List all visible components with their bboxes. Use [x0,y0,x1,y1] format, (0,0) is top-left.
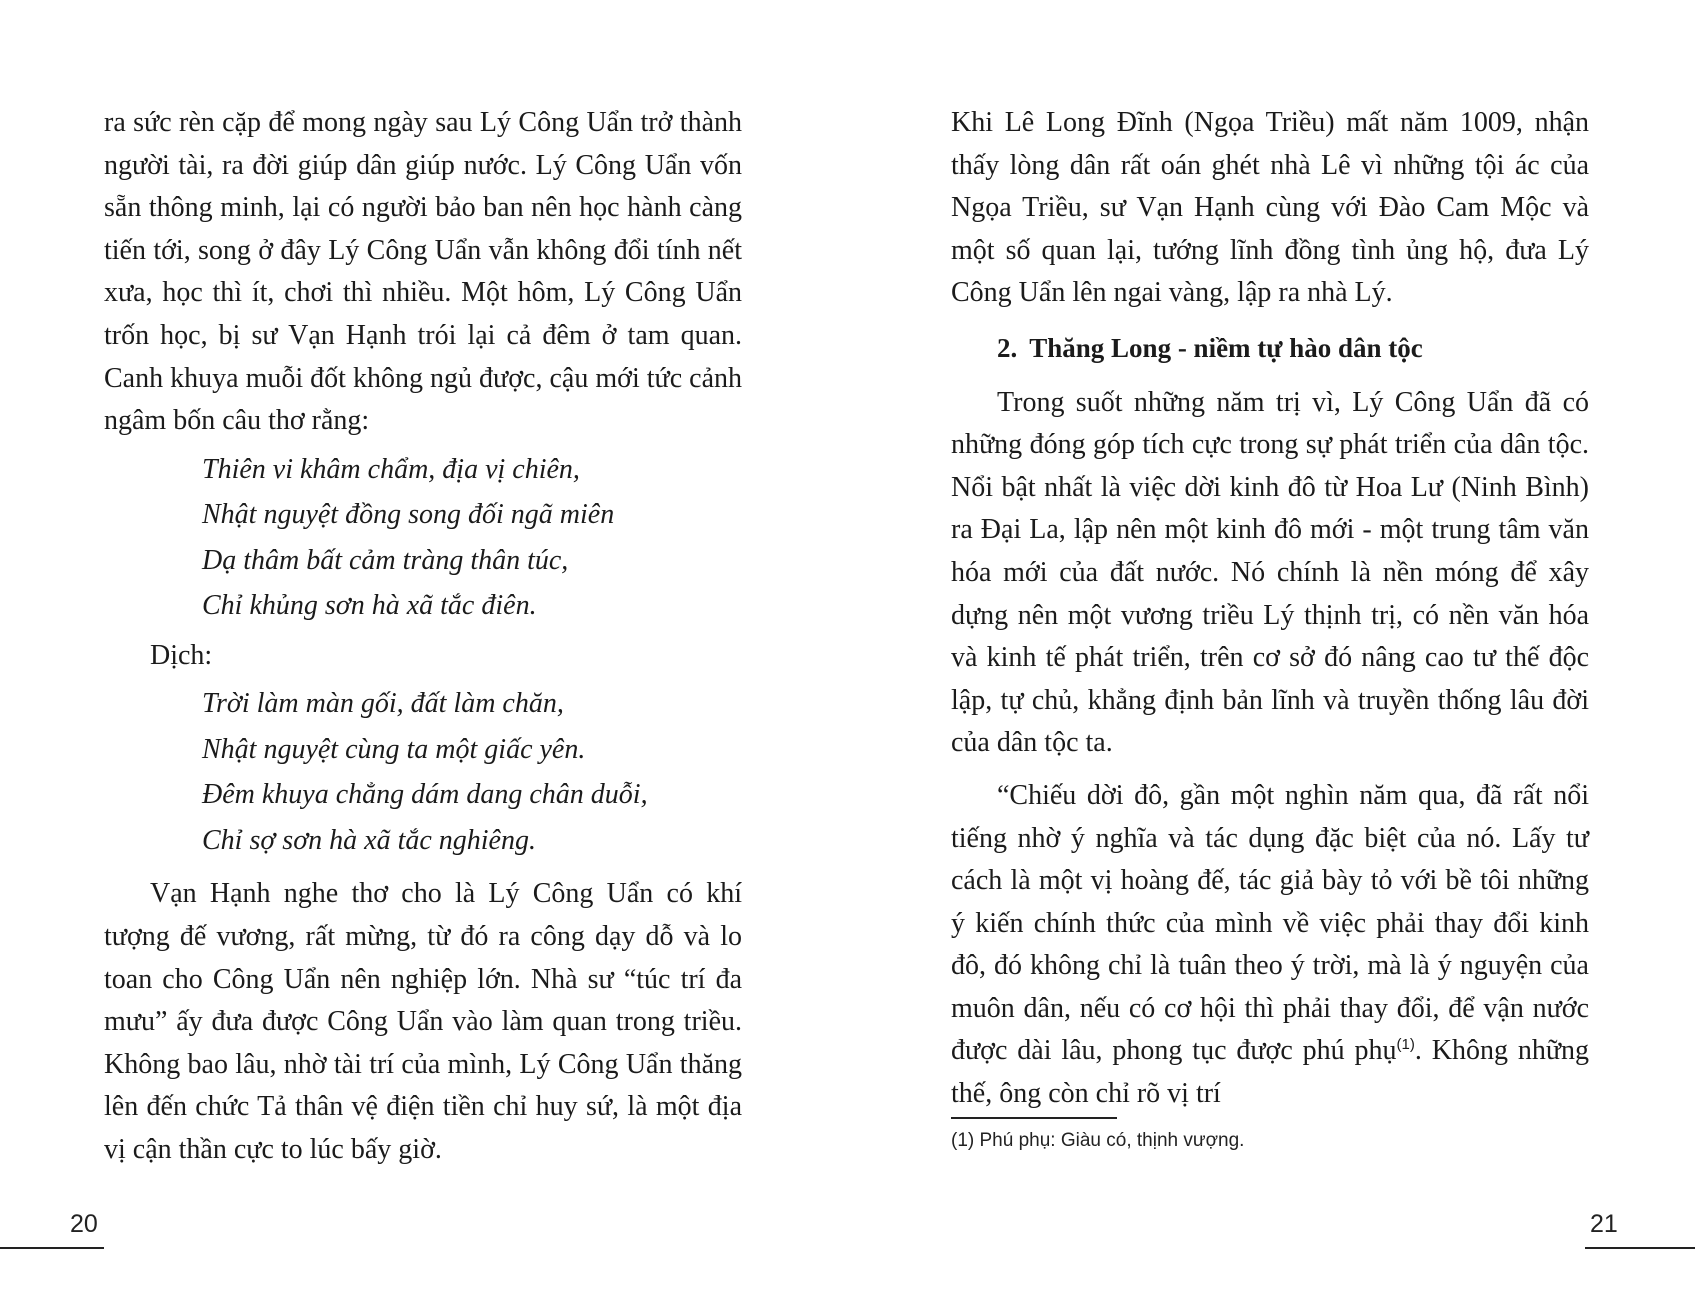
poem-line: Chỉ khủng sơn hà xã tắc điên. [202,590,537,622]
text-line: mà là ý nguyện của muôn dân, nếu có cơ hội thì phải [951,950,1589,1024]
translation-label: Dịch: [150,639,213,671]
text-line: tôi những ý kiến chính thức của mình về việc phải [951,865,1590,939]
text-line: nâng cao tư thế độc lập, tự chủ, khẳng định bản lĩnh [951,642,1590,716]
section-heading-number: 2. [997,332,1018,363]
right-page [850,0,1700,1294]
text-line: Vạn Hạnh nghe thơ cho là Lý Công Uẩn có khí [150,878,742,910]
text-line: cả đêm ở tam quan. Canh khuya muỗi đốt không [104,319,743,394]
text-line: chỉ huy sứ, là một địa vị cận thần cực to lúc bấy giờ. [104,1091,742,1165]
footnote: (1) Phú phụ: Giàu có, thịnh vượng. [951,1130,1245,1151]
text-line: Ngọa Triều, sư Vạn Hạnh cùng với Đào Cam Mộc và [951,192,1589,224]
text-line: trung tâm văn hóa mới của đất nước. Nó chính là nền [951,514,1589,588]
left-paragraph-2 [104,873,742,1171]
text-line: học hành càng tiến tới, song ở đây Lý Công Uẩn vẫn [104,192,743,266]
right-paragraph-3 [951,775,1589,1116]
poem-line: Chỉ sợ sơn hà xã tắc nghiêng. [202,824,536,856]
text-line: Khi Lê Long Đĩnh (Ngọa Triều) mất năm 1009, nhận [951,107,1589,138]
right-paragraph-3-lines [951,780,1589,1067]
poem-line: Nhật nguyệt đồng song đối ngã miên [202,499,615,531]
poem-line: Trời làm màn gối, đất làm chăn, [202,688,564,720]
poem-original [104,447,742,629]
text-line: có nền văn hóa và kinh tế phát triển, trên cơ sở đó [951,599,1590,674]
text-line: một số quan lại, tướng lĩnh đồng tình ủng hộ, đưa Lý [951,234,1589,266]
text-line: ra sức rèn cặp để mong ngày sau Lý Công Uẩn trở [104,107,673,138]
text-line: thấy lòng dân rất oán ghét nhà Lê vì những tội ác của [951,149,1589,181]
last-line-rest: . Không những thế, ông còn chỉ rõ vị trí [951,1035,1590,1110]
text-line: có những đóng góp tích cực trong sự phát triển của [951,386,1589,461]
footnoted-term: phú phụ [1302,1035,1397,1067]
text-line: thay đổi kinh đô, đó không chỉ là tuân theo ý trời, [951,907,1589,982]
right-page-text [951,102,1589,1116]
poem-translation [104,681,742,863]
footnote-reference[interactable]: (1) [1396,1036,1415,1054]
page-number-right: 21 [1590,1210,1618,1238]
poem-line: Thiên vi khâm chẩm, địa vị chiên, [202,453,580,485]
text-line: trong triều. Không bao lâu, nhờ tài trí của mình, Lý [104,1006,742,1080]
poem-line: Đêm khuya chẳng dám dang chân duỗi, [202,779,648,811]
text-line: Trong suốt những năm trị vì, Lý Công Uẩn đã [997,386,1552,418]
poem-line: Nhật nguyệt cùng ta một giấc yên. [202,733,586,765]
page-number-left: 20 [70,1210,98,1238]
right-paragraph-2 [951,382,1589,765]
text-line: nổi tiếng nhờ ý nghĩa và tác dụng đặc biệt của nó. [951,779,1590,854]
text-line: “Chiếu dời đô, gần một nghìn năm qua, đã rất [997,779,1543,811]
text-line: và truyền thống lâu đời của dân tộc ta. [951,684,1590,759]
text-line: tượng đế vương, rất mừng, từ đó ra công dạy dỗ và [104,920,711,952]
poem-line: Dạ thâm bất cảm tràng thân túc, [202,544,569,576]
text-line: ngủ được, cậu mới tức cảnh ngâm bốn câu thơ rằng: [104,362,743,437]
text-line: Công Uẩn lên ngai vàng, lập ra nhà Lý. [951,277,1393,309]
text-line: hôm, Lý Công Uẩn trốn học, bị sư Vạn Hạnh trói lại [104,277,742,351]
text-line: trí đa mưu” ấy đưa được Công Uẩn vào làm quan [104,963,742,1038]
right-paragraph-1 [951,102,1589,315]
left-paragraph-1 [104,102,742,443]
text-line: móng để xây dựng nên một vương triều Lý thịnh trị, [951,556,1590,631]
text-line: không đổi tính nết xưa, học thì ít, chơi thì nhiều. Một [104,234,742,309]
text-line: thay đổi, để vận nước được dài lâu, phong tục được [951,992,1589,1067]
text-line: Uẩn vốn sẵn thông minh, lại có người bảo ban nên [104,149,743,224]
text-line: thành người tài, ra đời giúp dân giúp nước. Lý Công [104,107,743,181]
left-page-text [104,102,742,1172]
footnote-divider [951,1117,1117,1119]
page-number-rule-left [0,1247,104,1249]
section-heading-text: Thăng Long - niềm tự hào dân tộc [1029,332,1423,363]
text-line: lo toan cho Công Uẩn nên nghiệp lớn. Nhà sư “túc [104,920,743,995]
section-heading [951,327,1589,370]
text-line: dân tộc. Nổi bật nhất là việc dời kinh đô từ Hoa Lư [951,429,1589,503]
text-line: Lấy tư cách là một vị hoàng đế, tác giả bày tỏ với bề [951,822,1589,897]
text-line: (Ninh Bình) ra Đại La, lập nên một kinh đô mới - một [951,471,1589,546]
page-number-rule-right [1585,1247,1695,1249]
text-line: Công Uẩn thăng lên đến chức Tả thân vệ điện tiền [104,1048,742,1123]
